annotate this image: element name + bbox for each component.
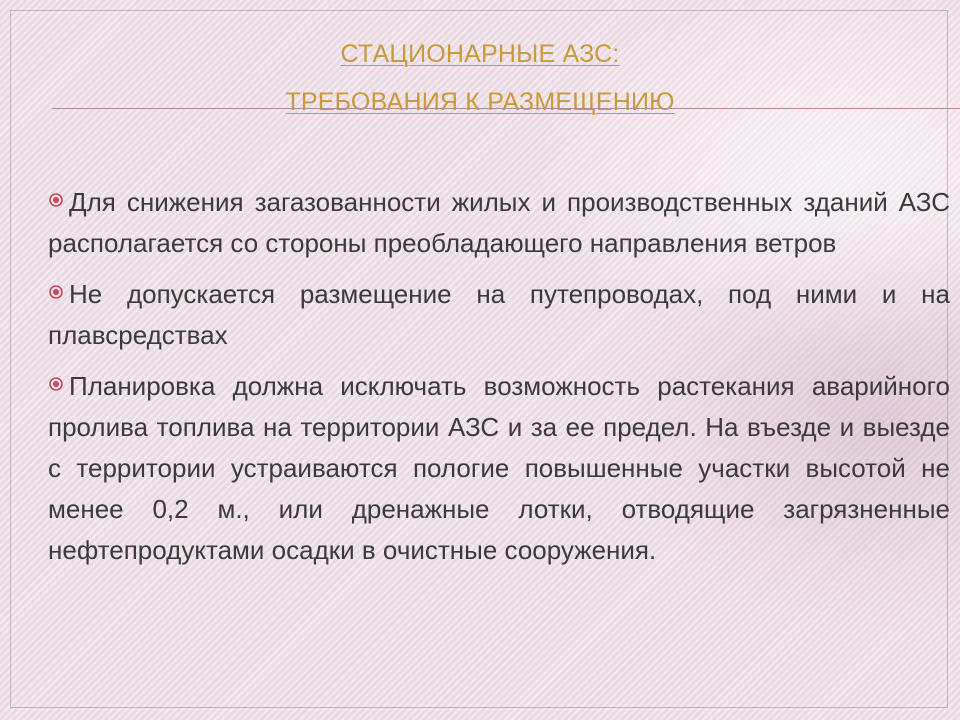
target-bullet-icon — [48, 376, 64, 392]
target-bullet-icon — [48, 192, 64, 208]
bullet-list — [48, 182, 950, 581]
target-bullet-icon — [48, 284, 64, 300]
title-line-1: СТАЦИОНАРНЫЕ АЗС: — [340, 40, 620, 68]
bullet-item-1 — [48, 182, 950, 264]
title-line-2: ТРЕБОВАНИЯ К РАЗМЕЩЕНИЮ — [285, 88, 675, 116]
bullet-item-2 — [48, 274, 950, 356]
bullet-item-3 — [48, 366, 950, 571]
bullet-text-1: Для снижения загазованности жилых и производственных зданий АЗС располагается со стороны преобладающего направления ветров — [48, 187, 950, 258]
bullet-text-3: Планировка должна исключать возможность растекания аварийного пролива топлива на территории АЗС и за ее предел. На въезде и выезде с территории устраиваются пологие повышенные участки высотой не менее 0,2 м., или дренажные лотки, отводящие загрязненные нефтепродуктами осадки в очистные сооружения. — [48, 371, 950, 565]
title-divider — [52, 108, 960, 109]
bullet-text-2: Не допускается размещение на путепроводах, под ними и на плавсредствах — [48, 279, 950, 350]
